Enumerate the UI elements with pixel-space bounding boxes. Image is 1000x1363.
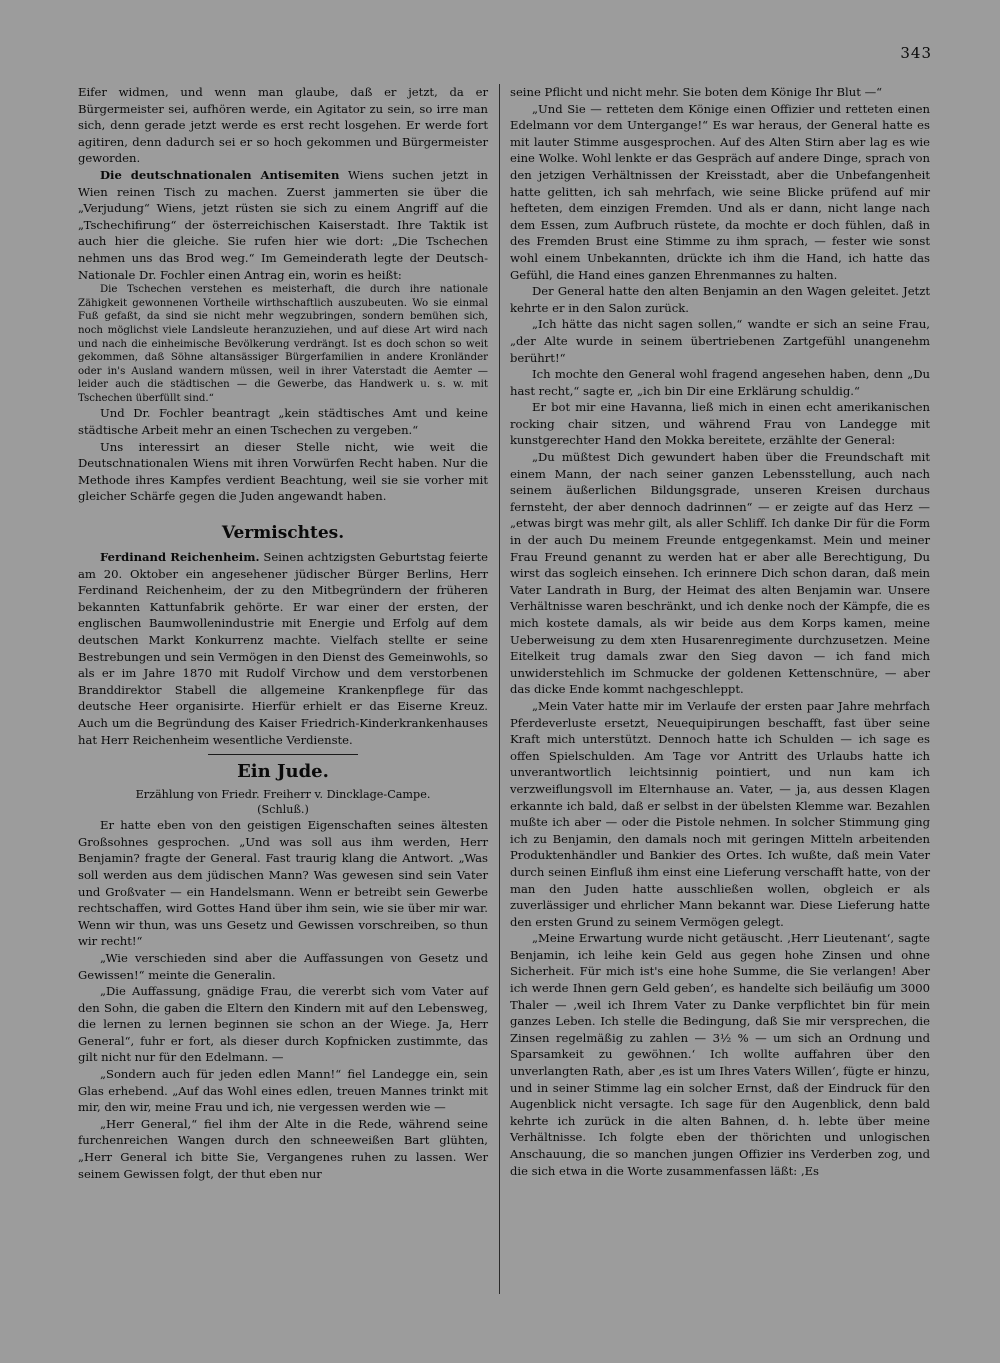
paragraph: Ich mochte den General wohl fragend angesehen haben, denn „Du hast recht,“ sagte er, „ich bin Dir eine Erklärung schuldig.“ xyxy=(510,367,930,398)
paragraph: „Du müßtest Dich gewundert haben über die Freundschaft mit einem Mann, der nach seiner ganzen Lebensstellung, auch nach seinem äußerlichen Bildungsgrade, unseren Kreisen durchaus fernsteht, der aber dennoch dadrinnen“ — er zeigte auf das Herz — „etwas birgt was mehr gilt, als aller Schliff. Ich danke Dir für die Form in der auch Du meinem Freunde entgegenkamst. Mein und meiner Frau Freund genannt zu werden hat er aber alle Berechtigung, Du wirst das sogleich einsehen. Ich erinnere Dich schon daran, daß mein Vater Landrath in Burg, der Heimat des alten Benjamin war. Unsere Verhältnisse waren beschränkt, und ich denke noch der Kämpfe, die es mich kostete damals, als wir beide aus dem Korps kamen, meine Ueberweisung zu dem xten Husarenregimente durchzusetzen. Meine Eitelkeit trug damals zwar den Sieg davon — ich fand mich unwiderstehlich im Schmucke der goldenen Kettenschnüre, — aber das dicke Ende kommt nachgeschleppt. xyxy=(510,450,930,697)
paragraph: Er hatte eben von den geistigen Eigenschaften seines ältesten Großsohnes gesprochen. „Und was soll aus ihm werden, Herr Benjamin? fragte der General. Fast traurig klang die Antwort. „Was soll werden aus dem jüdischen Mann? Was gewesen sind sein Vater und Großvater — ein Handelsmann. Wenn er betreibt sein Gewerbe rechtschaffen, wird Gottes Hand über ihm sein, wie sie über mir war. Wenn wir thun, was uns Gesetz und Gewissen vorschreiben, so thun wir recht!“ xyxy=(78,818,488,949)
inline-heading: Ferdinand Reichenheim. xyxy=(100,550,260,565)
story-title: Ein Jude. xyxy=(237,761,329,783)
paragraph: Und Dr. Fochler beantragt „kein städtisches Amt und keine städtische Arbeit mehr an einen Tschechen zu vergeben.“ xyxy=(78,406,488,438)
paragraph-text: Seinen achtzigsten Geburtstag feierte am 20. Oktober ein angesehener jüdischer Bürger Berlins, Herr Ferdinand Reichenheim, der zu den Mitbegründern der früheren bekannten Kattunfabrik gehörte. Er war einer der ersten, der englischen Baumwollenindustrie mit Energie und Erfolg auf dem deutschen Markt Konkurrenz machte. Vielfach stellte er seine Bestrebungen und sein Vermögen in den Dienst des Gemeinwohls, so als er im Jahre 1870 mit Rudolf Virchow und dem verstorbenen Branddirektor Stabell die allgemeine Krankenpflege für das deutsche Heer organisirte. Hierfür erhielt er das Eiserne Kreuz. Auch um die Begründung des Kaiser Friedrich-Kinderkrankenhauses hat Herr Reichenheim wesentliche Verdienste. xyxy=(78,550,488,747)
paragraph: Er bot mir eine Havanna, ließ mich in einen echt amerikanischen rocking chair sitzen, und während Frau von Landegge mit kunstgerechter Hand den Mokka bereitete, erzählte der General: xyxy=(510,400,930,448)
paragraph-antisemiten xyxy=(78,167,488,283)
column-divider xyxy=(499,84,500,1294)
paragraph: Der General hatte den alten Benjamin an den Wagen geleitet. Jetzt kehrte er in den Salon zurück. xyxy=(510,284,930,315)
left-column xyxy=(78,84,488,1182)
page-number: 343 xyxy=(900,44,932,62)
inline-heading: Die deutschnationalen Antisemiten xyxy=(100,167,340,182)
paragraph: „Sondern auch für jeden edlen Mann!“ fiel Landegge ein, sein Glas erhebend. „Auf das Wohl eines edlen, treuen Mannes trinkt mit mir, den wir, meine Frau und ich, nie vergessen werden wie — xyxy=(78,1067,488,1115)
paragraph-text: Wiens suchen jetzt in Wien reinen Tisch zu machen. Zuerst jammerten sie über die „Verjudung“ Wiens, jetzt rüsten sie sich zu einem Angriff auf die „Tschechifirung“ der österreichischen Kaiserstadt. Ihre Taktik ist auch hier die gleiche. Sie rufen hier wie dort: „Die Tschechen nehmen uns das Brod weg.“ Im Gemeinderath legte der Deutsch-Nationale Dr. Fochler einen Antrag ein, worin es heißt: xyxy=(78,167,489,282)
paragraph: Eifer widmen, und wenn man glaube, daß er jetzt, da er Bürgermeister sei, aufhören werde, ein Agitator zu sein, so irre man sich, denn gerade jetzt werde es erst recht losgehen. Er werde fort agitiren, denn dadurch sei er so hoch gekommen und Bürgermeister geworden. xyxy=(78,85,488,166)
paragraph: „Meine Erwartung wurde nicht getäuscht. ‚Herr Lieutenant‘, sagte Benjamin, ich leihe kein Geld aus gegen hohe Zinsen und ohne Sicherheit. Für mich ist's eine hohe Summe, die Sie verlangen! Aber ich werde Ihnen gern Geld geben‘, es handelte sich beiläufig um 3000 Thaler — ‚weil ich Ihrem Vater zu Danke verpflichtet bin für mein ganzes Leben. Ich stelle die Bedingung, daß Sie mir versprechen, die Zinsen regelmäßig zu zahlen — 3½ % — um sich an Ordnung und Sparsamkeit zu gewöhnen.‘ Ich wollte auffahren über den unverlangten Rath, aber ‚es ist um Ihres Vaters Willen‘, fügte er hinzu, und in seiner Stimme lag ein solcher Ernst, daß der Eindruck für den Augenblick nicht versagte. Ich sage für den Augenblick, denn bald kehrte ich zurück in die alten Bahnen, d. h. lebte über meine Verhältnisse. Ich folgte eben der thörichten und unlogischen Anschauung, die so manchen jungen Offizier ins Verderben zog, und die sich etwa in die Worte zusammenfassen läßt: ‚Es xyxy=(510,931,930,1178)
paragraph: „Die Auffassung, gnädige Frau, die vererbt sich vom Vater auf den Sohn, die gaben die Eltern den Kindern mit auf den Lebensweg, die lernen zu lernen beginnen sie schon an der Wiege. Ja, Herr General“, fuhr er fort, als dieser durch Kopfnicken zustimmte, das gilt nicht nur für den Edelmann. — xyxy=(78,984,488,1065)
divider xyxy=(208,754,358,755)
paragraph: seine Pflicht und nicht mehr. Sie boten dem Könige Ihr Blut —“ xyxy=(510,85,883,99)
paragraph: „Wie verschieden sind aber die Auffassungen von Gesetz und Gewissen!“ meinte die Generalin. xyxy=(78,950,488,982)
right-column xyxy=(510,84,930,1179)
paragraph: „Herr General,“ fiel ihm der Alte in die Rede, während seine furchenreichen Wangen durch den schneeweißen Bart glühten, „Herr General ich bitte Sie, Vergangenes ruhen zu lassen. Wer seinem Gewissen folgt, der thut eben nur xyxy=(78,1116,488,1181)
quoted-motion: Die Tschechen verstehen es meisterhaft, die durch ihre nationale Zähigkeit gewonnenen Vortheile wirthschaftlich auszubeuten. Wo sie einmal Fuß gefaßt, da sind sie nicht mehr wegzubringen, sondern bemühen sich, noch möglichst viele Landsleute heranzuziehen, und auf diese Art wird nach und nach die einheimische Bevölkerung verdrängt. Ist es doch schon so weit gekommen, daß Söhne altansässiger Bürgerfamilien in andere Kronländer oder in's Ausland wandern müssen, weil in ihrer Vaterstadt die Aemter — leider auch die städtischen — die Gewerbe, das Handwerk u. s. w. mit Tschechen überfüllt sind.“ xyxy=(78,284,488,404)
story-note: (Schluß.) xyxy=(257,803,309,817)
paragraph: Uns interessirt an dieser Stelle nicht, wie weit die Deutschnationalen Wiens mit ihren Vorwürfen Recht haben. Nur die Methode ihres Kampfes verdient Beachtung, weil sie sie vorher mit gleicher Schärfe gegen die Juden angewandt haben. xyxy=(78,439,488,504)
story-byline: Erzählung von Friedr. Freiherr v. Dincklage-Campe. xyxy=(135,788,431,802)
paragraph-reichenheim xyxy=(78,549,488,748)
paragraph: „Mein Vater hatte mir im Verlaufe der ersten paar Jahre mehrfach Pferdeverluste ersetzt, Neuequipirungen beschafft, fast über seine Kraft mich unterstützt. Dennoch hatte ich Schulden — ich sage es offen Spielschulden. Am Tage vor Antritt des Urlaubs hatte ich unverantwortlich leichtsinnig pointiert, und nun kam ich verzweiflungsvoll im Elternhause an. Vater, — ja, aus dessen Klagen erkannte ich bald, daß er selbst in der übelsten Klemme war. Bezahlen mußte ich aber — oder die Pistole nehmen. In solcher Stimmung ging ich zu Benjamin, den damals noch mit geringen Mitteln arbeitenden Produktenhändler und Bankier des Ortes. Ich wußte, daß mein Vater durch seinen Einfluß ihm einst eine Lieferung verschafft hatte, von der man den Juden hatte ausschließen wollen, obgleich er als zuverlässiger und ehrlicher Mann bekannt war. Diese Lieferung hatte den ersten Grund zu seinem Vermögen gelegt. xyxy=(510,698,930,929)
paragraph: „Ich hätte das nicht sagen sollen,“ wandte er sich an seine Frau, „der Alte wurde in seinem übertriebenen Zartgefühl unangenehm berührt!“ xyxy=(510,317,930,365)
paragraph: „Und Sie — retteten dem Könige einen Offizier und retteten einen Edelmann vor dem Untergange!“ Es war heraus, der General hatte es mit lauter Stimme ausgesprochen. Auf des Alten Stirn aber lag es wie eine Wolke. Wohl lenkte er das Gespräch auf andere Dinge, sprach von den jetzigen Verhältnissen der Kreisstadt, aber die Unbefangenheit hatte gelitten, ich sah mehrfach, wie seine Blicke prüfend auf mir hefteten, dem einzigen Fremden. Und als er dann, nicht lange nach dem Essen, zum Aufbruch rüstete, da mochte er doch fühlen, daß in des Fremden Brust eine Stimme zu ihm sprach, — fester wie sonst wohl einem Unbekannten, drückte ich ihm die Hand, ich hatte das Gefühl, die Hand eines ganzen Ehrenmannes zu halten. xyxy=(510,101,930,282)
section-title: Vermischtes. xyxy=(221,523,345,544)
